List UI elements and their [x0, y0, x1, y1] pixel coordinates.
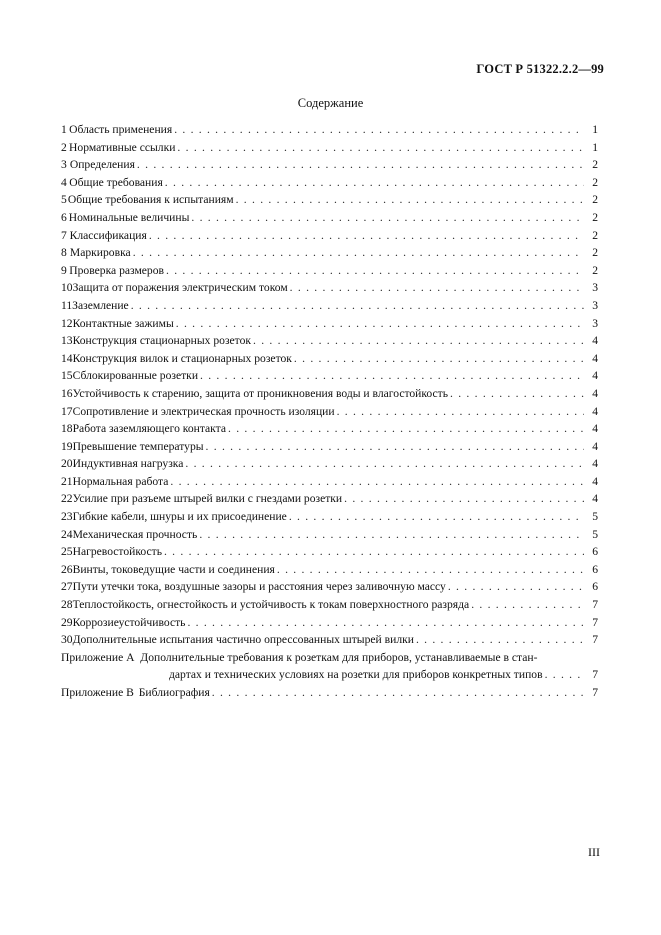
- toc-item[interactable]: [61, 490, 598, 508]
- appendix-a-label: Приложение А: [61, 650, 135, 664]
- toc-item[interactable]: [61, 596, 598, 614]
- toc-item-title: Сблокированные розетки: [72, 369, 199, 383]
- toc-item-page: 2: [592, 210, 598, 224]
- toc-item-number: 19: [61, 439, 73, 453]
- toc-item[interactable]: [61, 508, 598, 526]
- toc-item-page: 6: [592, 562, 598, 576]
- toc-item-page: 2: [592, 263, 598, 277]
- toc-item-number: 6: [61, 210, 67, 224]
- toc-appendix-a[interactable]: [61, 649, 598, 684]
- toc-item-title: Область применения: [69, 123, 173, 136]
- toc-item-number: 15: [61, 369, 73, 383]
- toc-item-page: 2: [592, 228, 598, 242]
- toc-item-number: 23: [61, 510, 73, 524]
- toc-item-page: 2: [592, 158, 598, 172]
- dot-leader: [177, 139, 584, 157]
- toc-item-number: 26: [61, 562, 73, 576]
- toc-item[interactable]: [61, 139, 598, 157]
- dot-leader: [277, 561, 584, 579]
- toc-item-page: 4: [592, 386, 598, 400]
- dot-leader: [174, 121, 584, 139]
- toc-item-title: Нагревостойкость: [72, 545, 162, 559]
- toc-item-title: Работа заземляющего контакта: [72, 422, 227, 436]
- dot-leader: [200, 367, 584, 385]
- toc-item-title: Общие требования: [69, 175, 163, 189]
- dot-leader: [228, 420, 584, 438]
- toc-item-number: 20: [61, 457, 73, 471]
- toc-item-number: 17: [61, 404, 73, 418]
- dot-leader: [448, 578, 584, 596]
- toc-item-page: 7: [592, 615, 598, 629]
- toc-item-page: 1: [592, 140, 598, 154]
- toc-item-number: 5: [61, 193, 67, 207]
- toc-item-number: 12: [61, 316, 73, 330]
- toc-item-title: Классификация: [69, 228, 147, 242]
- dot-leader: [416, 631, 584, 649]
- toc-item[interactable]: [61, 209, 598, 227]
- dot-leader: [165, 174, 584, 192]
- toc-item-number: 25: [61, 545, 73, 559]
- toc-item-number: 2: [61, 140, 67, 154]
- appendix-b-title: Библиография: [138, 686, 210, 699]
- toc-item[interactable]: [61, 279, 598, 297]
- toc-item[interactable]: [61, 385, 598, 403]
- toc-item-title: Общие требования к испытаниям: [67, 193, 234, 207]
- dot-leader: [149, 227, 584, 245]
- toc-item[interactable]: [61, 244, 598, 262]
- toc-item-title: Определения: [69, 158, 135, 172]
- toc-item[interactable]: [61, 121, 598, 139]
- toc-appendix-b[interactable]: [61, 684, 598, 702]
- dot-leader: [236, 191, 584, 209]
- toc-item-page: 2: [592, 193, 598, 207]
- toc-item-title: Гибкие кабели, шнуры и их присоединение: [72, 510, 287, 524]
- toc-item-number: 9: [61, 263, 67, 277]
- toc-item-title: Маркировка: [69, 246, 131, 260]
- toc-item[interactable]: [61, 526, 598, 544]
- dot-leader: [166, 262, 584, 280]
- toc-item-number: 18: [61, 422, 73, 436]
- toc-item-number: 4: [61, 175, 67, 189]
- appendix-a-page: 7: [592, 668, 598, 682]
- appendix-b-page: 7: [592, 686, 598, 699]
- toc-item-page: 2: [592, 175, 598, 189]
- toc-item[interactable]: [61, 156, 598, 174]
- dot-leader: [294, 350, 584, 368]
- toc-item-number: 8: [61, 246, 67, 260]
- toc-item-page: 7: [592, 598, 598, 612]
- document-code: ГОСТ Р 51322.2.2—99: [476, 62, 604, 76]
- dot-leader: [131, 297, 584, 315]
- toc-item-title: Теплостойкость, огнестойкость и устойчивость к токам поверхностного разряда: [72, 598, 470, 612]
- dot-leader: [187, 614, 584, 632]
- dot-leader: [170, 473, 584, 491]
- toc-item[interactable]: [61, 367, 598, 385]
- toc-item-title: Индуктивная нагрузка: [72, 457, 184, 471]
- toc-item[interactable]: [61, 262, 598, 280]
- toc-item[interactable]: [61, 420, 598, 438]
- appendix-b-label: Приложение В: [61, 686, 134, 699]
- dot-leader: [253, 332, 584, 350]
- toc-item-page: 4: [592, 474, 598, 488]
- toc-item-number: 30: [61, 633, 73, 647]
- toc-item-number: 1: [61, 123, 67, 136]
- toc-item-title: Усилие при разъеме штырей вилки с гнездами розетки: [72, 492, 343, 506]
- toc-item-number: 24: [61, 527, 73, 541]
- dot-leader: [164, 543, 584, 561]
- toc-item-page: 7: [592, 633, 598, 647]
- toc-item-title: Нормативные ссылки: [69, 140, 176, 154]
- toc-item[interactable]: [61, 332, 598, 350]
- toc-item-number: 22: [61, 492, 73, 506]
- dot-leader: [206, 438, 584, 456]
- dot-leader: [185, 455, 584, 473]
- toc-item-page: 4: [592, 422, 598, 436]
- toc-item[interactable]: [61, 578, 598, 596]
- toc-item-page: 5: [592, 510, 598, 524]
- toc-item-page: 3: [592, 316, 598, 330]
- toc-item-page: 6: [592, 545, 598, 559]
- dot-leader: [545, 666, 584, 684]
- dot-leader: [137, 156, 584, 174]
- toc-item[interactable]: [61, 614, 598, 632]
- toc-item-page: 4: [592, 439, 598, 453]
- toc-item-title: Конструкция вилок и стационарных розеток: [72, 351, 292, 365]
- toc-item-title: Номинальные величины: [68, 210, 190, 224]
- toc-item-number: 28: [61, 598, 73, 612]
- toc-item-page: 5: [592, 527, 598, 541]
- toc-item-number: 29: [61, 615, 73, 629]
- toc-item-page: 4: [592, 404, 598, 418]
- toc-item[interactable]: [61, 455, 598, 473]
- toc-item-title: Устойчивость к старению, защита от проникновения воды и влагостойкость: [72, 386, 449, 400]
- table-of-contents: [61, 121, 598, 702]
- toc-item[interactable]: [61, 473, 598, 491]
- toc-title: Содержание: [297, 96, 364, 110]
- toc-item-page: 4: [592, 457, 598, 471]
- toc-item[interactable]: [61, 403, 598, 421]
- toc-item-number: 21: [61, 474, 73, 488]
- toc-item-page: 4: [592, 351, 598, 365]
- toc-item-title: Винты, токоведущие части и соединения: [72, 562, 275, 576]
- appendix-a-title-line1: Дополнительные требования к розеткам для приборов, устанавливаемые в стан-: [140, 650, 538, 664]
- toc-item-title: Заземление: [72, 298, 129, 312]
- toc-item-page: 4: [592, 334, 598, 348]
- dot-leader: [191, 209, 584, 227]
- toc-item-page: 3: [592, 298, 598, 312]
- dot-leader: [133, 244, 584, 262]
- toc-item-title: Механическая прочность: [72, 527, 198, 541]
- dot-leader: [337, 403, 584, 421]
- dot-leader: [176, 315, 584, 333]
- page-number: III: [588, 845, 600, 859]
- toc-item-title: Превышение температуры: [72, 439, 204, 453]
- toc-item[interactable]: [61, 561, 598, 579]
- toc-item-number: 3: [61, 158, 67, 172]
- toc-item[interactable]: [61, 227, 598, 245]
- toc-item-number: 14: [61, 351, 73, 365]
- toc-item-title: Конструкция стационарных розеток: [72, 334, 252, 348]
- toc-item-title: Нормальная работа: [72, 474, 169, 488]
- appendix-a-title-line2: дартах и технических условиях на розетки для приборов конкретных типов: [169, 668, 543, 682]
- toc-item-page: 4: [592, 369, 598, 383]
- toc-item[interactable]: [61, 191, 598, 209]
- dot-leader: [199, 526, 584, 544]
- dot-leader: [344, 490, 584, 508]
- toc-item[interactable]: [61, 631, 598, 649]
- toc-item-page: 3: [592, 281, 598, 295]
- toc-item-page: 4: [592, 492, 598, 506]
- toc-item-number: 16: [61, 386, 73, 400]
- toc-item[interactable]: [61, 174, 598, 192]
- toc-item-number: 10: [61, 281, 73, 295]
- dot-leader: [471, 596, 584, 614]
- toc-item-title: Пути утечки тока, воздушные зазоры и расстояния через заливочную массу: [72, 580, 446, 594]
- toc-item-page: 1: [592, 123, 598, 136]
- toc-item-number: 13: [61, 334, 73, 348]
- toc-item-number: 11: [61, 298, 73, 312]
- toc-item-title: Дополнительные испытания частично опрессованных штырей вилки: [72, 633, 414, 647]
- dot-leader: [289, 508, 584, 526]
- toc-item-page: 2: [592, 246, 598, 260]
- dot-leader: [290, 279, 584, 297]
- toc-item[interactable]: [61, 297, 598, 315]
- toc-item-number: 27: [61, 580, 73, 594]
- dot-leader: [212, 684, 584, 702]
- dot-leader: [450, 385, 584, 403]
- toc-item-number: 7: [61, 228, 67, 242]
- toc-item-title: Защита от поражения электрическим током: [72, 281, 288, 295]
- toc-item[interactable]: [61, 543, 598, 561]
- toc-item-title: Контактные зажимы: [72, 316, 174, 330]
- toc-item-title: Коррозиеустойчивость: [72, 615, 186, 629]
- toc-item-title: Сопротивление и электрическая прочность изоляции: [72, 404, 335, 418]
- toc-item[interactable]: [61, 315, 598, 333]
- toc-item-title: Проверка размеров: [69, 263, 164, 277]
- toc-item-page: 6: [592, 580, 598, 594]
- toc-item[interactable]: [61, 438, 598, 456]
- toc-item[interactable]: [61, 350, 598, 368]
